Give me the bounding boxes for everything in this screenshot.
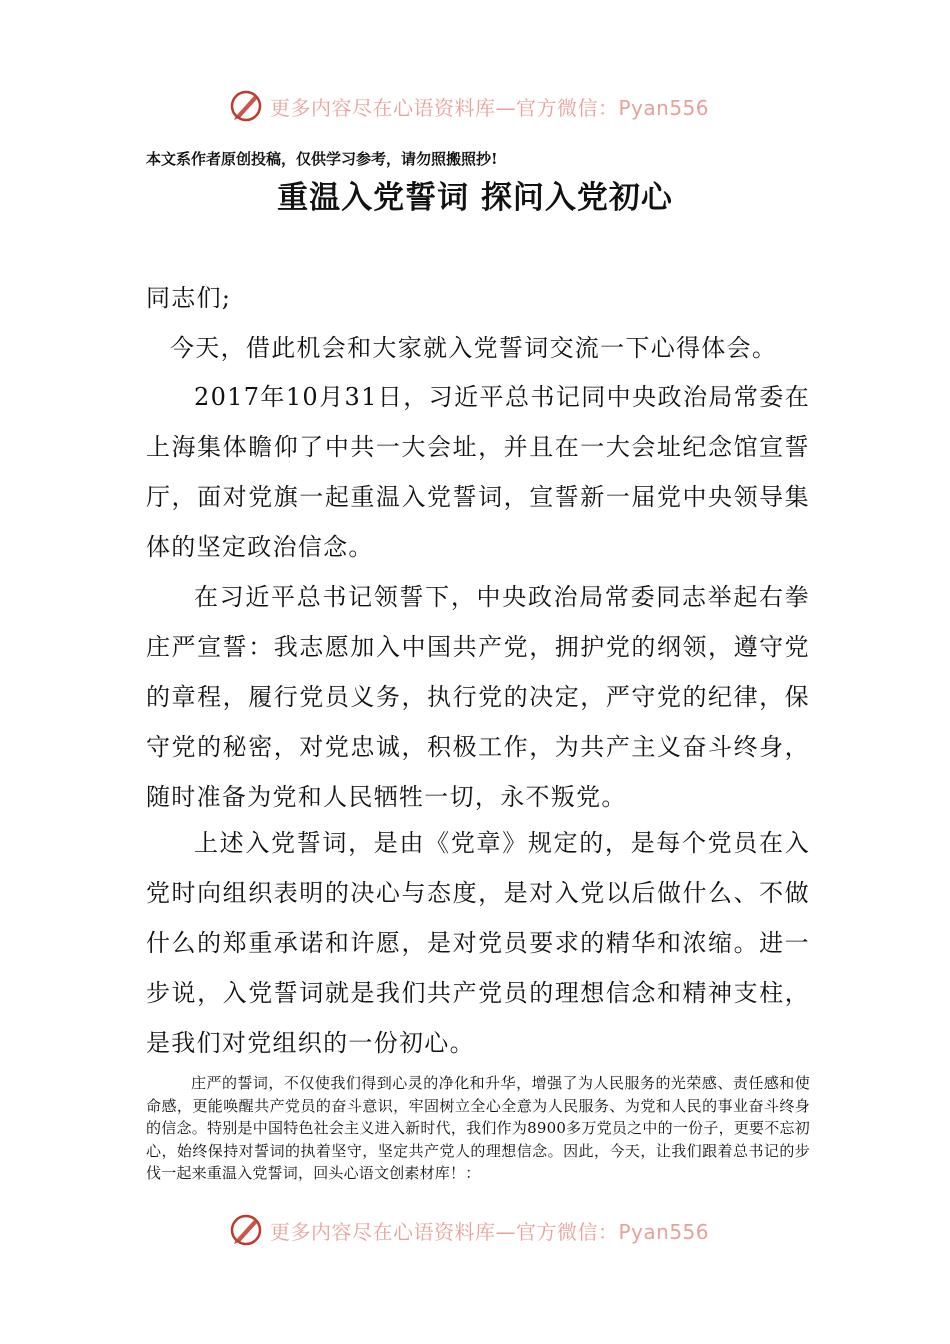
watermark-footer [228,1210,709,1250]
intro-paragraph: 今天，借此机会和大家就入党誓词交流一下心得体会。 [170,334,778,362]
paragraph-1: 2017年10月31日，习近平总书记同中央政治局常委在上海集体瞻仰了中共一大会址，并且在一大会址纪念馆宣誓厅，面对党旗一起重温入党誓词，宣誓新一届党中央领导集体的坚定政治信念。 [146,383,810,561]
disclaimer: 本文系作者原创投稿，仅供学习参考，请勿照搬照抄! [146,150,498,168]
page-title: 重温入党誓词 探问入党初心 [277,180,673,216]
closing-paragraph: 庄严的誓词，不仅使我们得到心灵的净化和升华，增强了为人民服务的光荣感、责任感和使命感，更能唤醒共产党员的奋斗意识，牢固树立全心全意为人民服务、为党和人民的事业奋斗终身的信念。特别是中国特色社会主义进入新时代，我们作为8900多万党员之中的一份子，更要不忘初心，始终保持对誓词的执着坚守，坚定共产党人的理想信念。因此，今天，让我们跟着总书记的步伐一起来重温入党誓词，回头心语文创素材库！： [146,1074,810,1182]
paragraph-3: 上述入党誓词，是由《党章》规定的，是每个党员在入党时向组织表明的决心与态度，是对入党以后做什么、不做什么的郑重承诺和许愿，是对党员要求的精华和浓缩。进一步说，入党誓词就是我们共产党员的理想信念和精神支柱，是我们对党组织的一份初心。 [146,829,810,1057]
pen-logo-icon [228,1212,264,1248]
watermark-text: 更多内容尽在心语资料库—官方微信：Pyan556 [270,1219,710,1244]
salutation: 同志们; [146,284,232,312]
watermark-header [228,86,709,126]
pen-logo-icon [228,88,264,124]
watermark-text: 更多内容尽在心语资料库—官方微信：Pyan556 [270,95,710,120]
paragraph-2: 在习近平总书记领誓下，中央政治局常委同志举起右拳庄严宣誓：我志愿加入中国共产党，拥护党的纲领，遵守党的章程，履行党员义务，执行党的决定，严守党的纪律，保守党的秘密，对党忠诚，积极工作，为共产主义奋斗终身，随时准备为党和人民牺牲一切，永不叛党。 [146,583,810,811]
